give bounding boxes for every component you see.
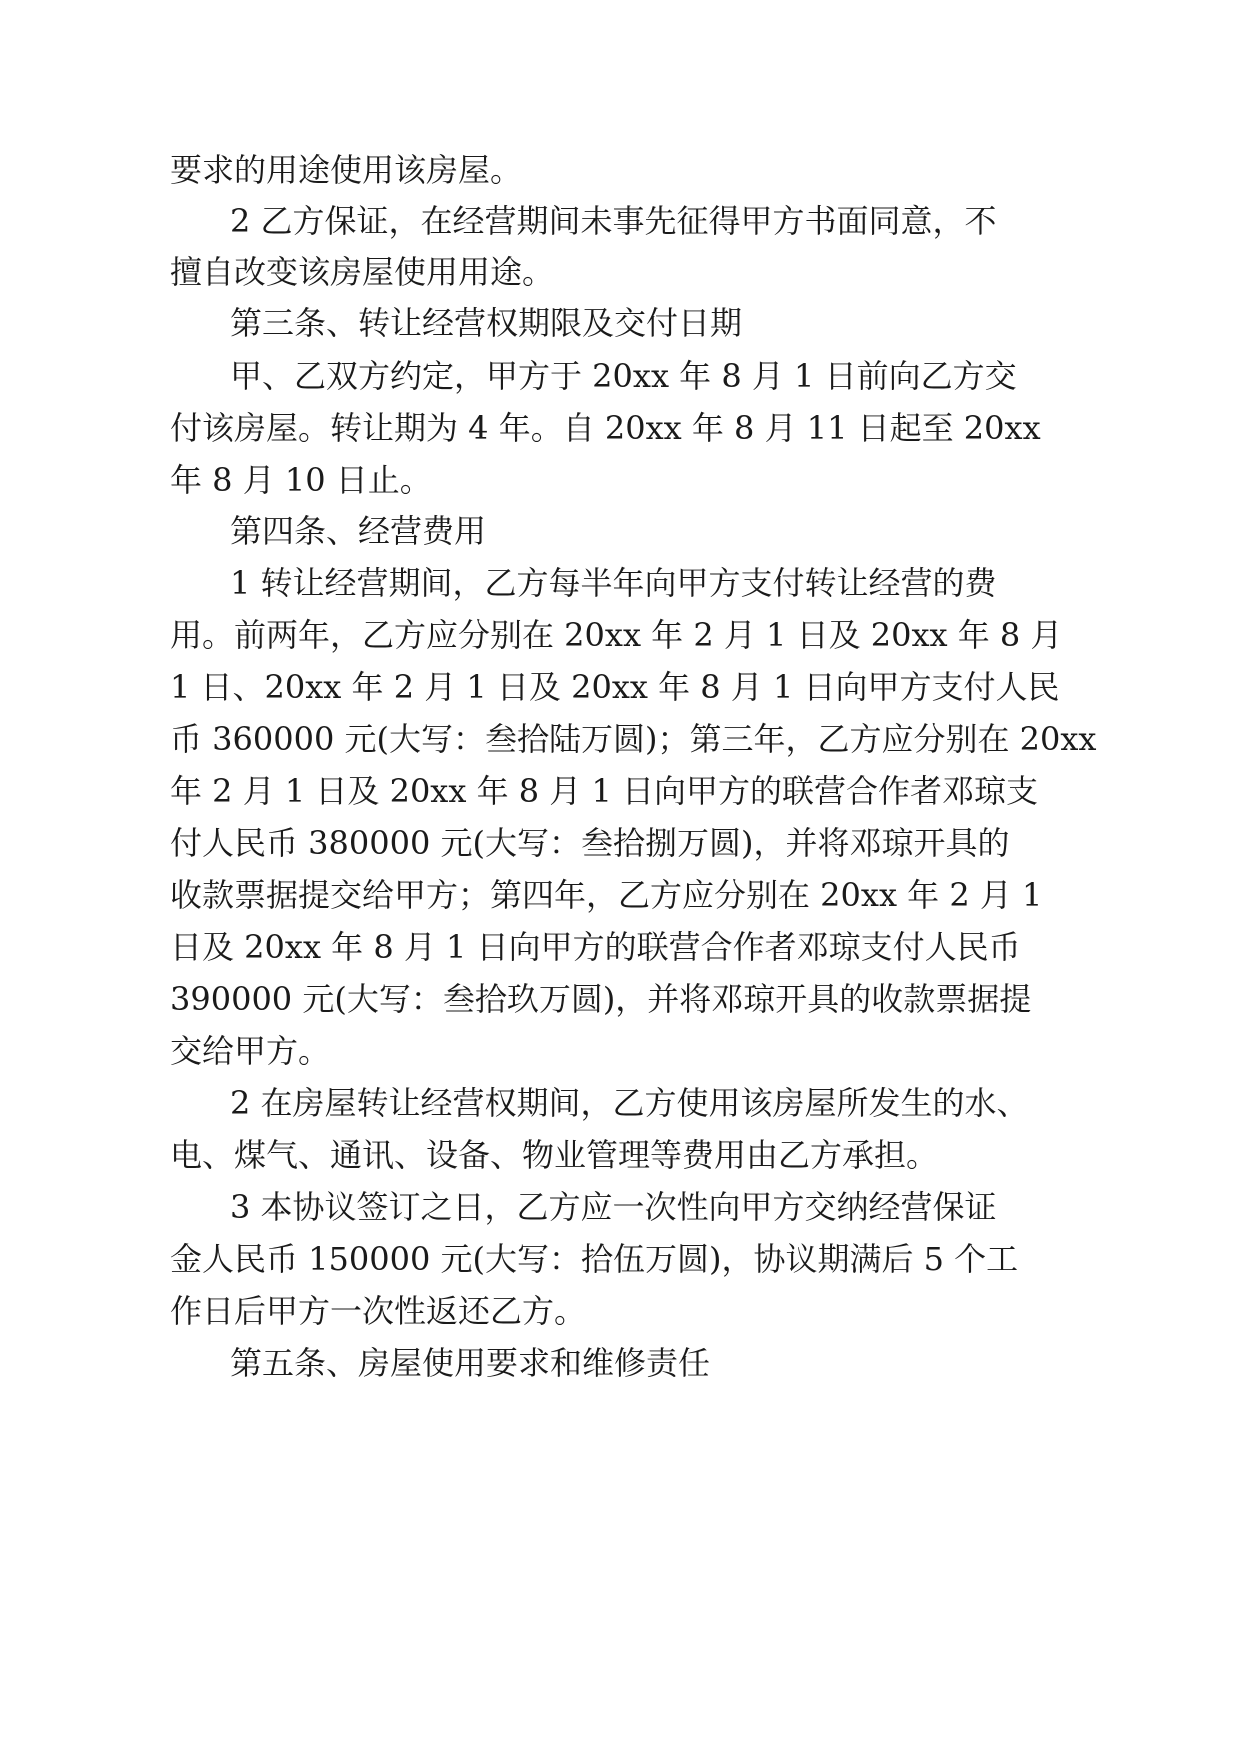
section-heading: 第四条、经营费用 — [230, 512, 487, 550]
text-line: 付人民币 380000 元(大写：叁拾捌万圆)，并将邓琼开具的 — [170, 824, 1010, 862]
text-line: 1 转让经营期间，乙方每半年向甲方支付转让经营的费 — [230, 564, 997, 602]
text-line: 金人民币 150000 元(大写：拾伍万圆)，协议期满后 5 个工 — [170, 1240, 1019, 1278]
text-line: 币 360000 元(大写：叁拾陆万圆)；第三年，乙方应分别在 20xx — [170, 720, 1097, 758]
section-heading: 第三条、转让经营权期限及交付日期 — [230, 304, 743, 342]
text-line: 2 在房屋转让经营权期间，乙方使用该房屋所发生的水、 — [230, 1084, 1029, 1122]
text-line: 甲、乙双方约定，甲方于 20xx 年 8 月 1 日前向乙方交 — [230, 357, 1017, 395]
text-line: 1 日、20xx 年 2 月 1 日及 20xx 年 8 月 1 日向甲方支付人民 — [170, 668, 1060, 706]
text-line: 2 乙方保证，在经营期间未事先征得甲方书面同意，不 — [230, 202, 997, 240]
text-line: 作日后甲方一次性返还乙方。 — [170, 1292, 587, 1330]
text-line: 年 8 月 10 日止。 — [170, 461, 432, 499]
text-line: 390000 元(大写：叁拾玖万圆)，并将邓琼开具的收款票据提 — [170, 980, 1032, 1018]
text-line: 日及 20xx 年 8 月 1 日向甲方的联营合作者邓琼支付人民币 — [170, 928, 1021, 966]
section-heading: 第五条、房屋使用要求和维修责任 — [230, 1344, 711, 1382]
text-line: 付该房屋。转让期为 4 年。自 20xx 年 8 月 11 日起至 20xx — [170, 409, 1041, 447]
text-line: 电、煤气、通讯、设备、物业管理等费用由乙方承担。 — [170, 1136, 939, 1174]
text-line: 年 2 月 1 日及 20xx 年 8 月 1 日向甲方的联营合作者邓琼支 — [170, 772, 1038, 810]
text-line: 收款票据提交给甲方；第四年，乙方应分别在 20xx 年 2 月 1 — [170, 876, 1043, 914]
text-line: 3 本协议签订之日，乙方应一次性向甲方交纳经营保证 — [230, 1188, 997, 1226]
text-line: 用。前两年，乙方应分别在 20xx 年 2 月 1 日及 20xx 年 8 月 — [170, 616, 1063, 654]
text-line: 交给甲方。 — [170, 1032, 331, 1070]
text-line: 要求的用途使用该房屋。 — [170, 151, 523, 189]
text-line: 擅自改变该房屋使用用途。 — [170, 253, 555, 291]
